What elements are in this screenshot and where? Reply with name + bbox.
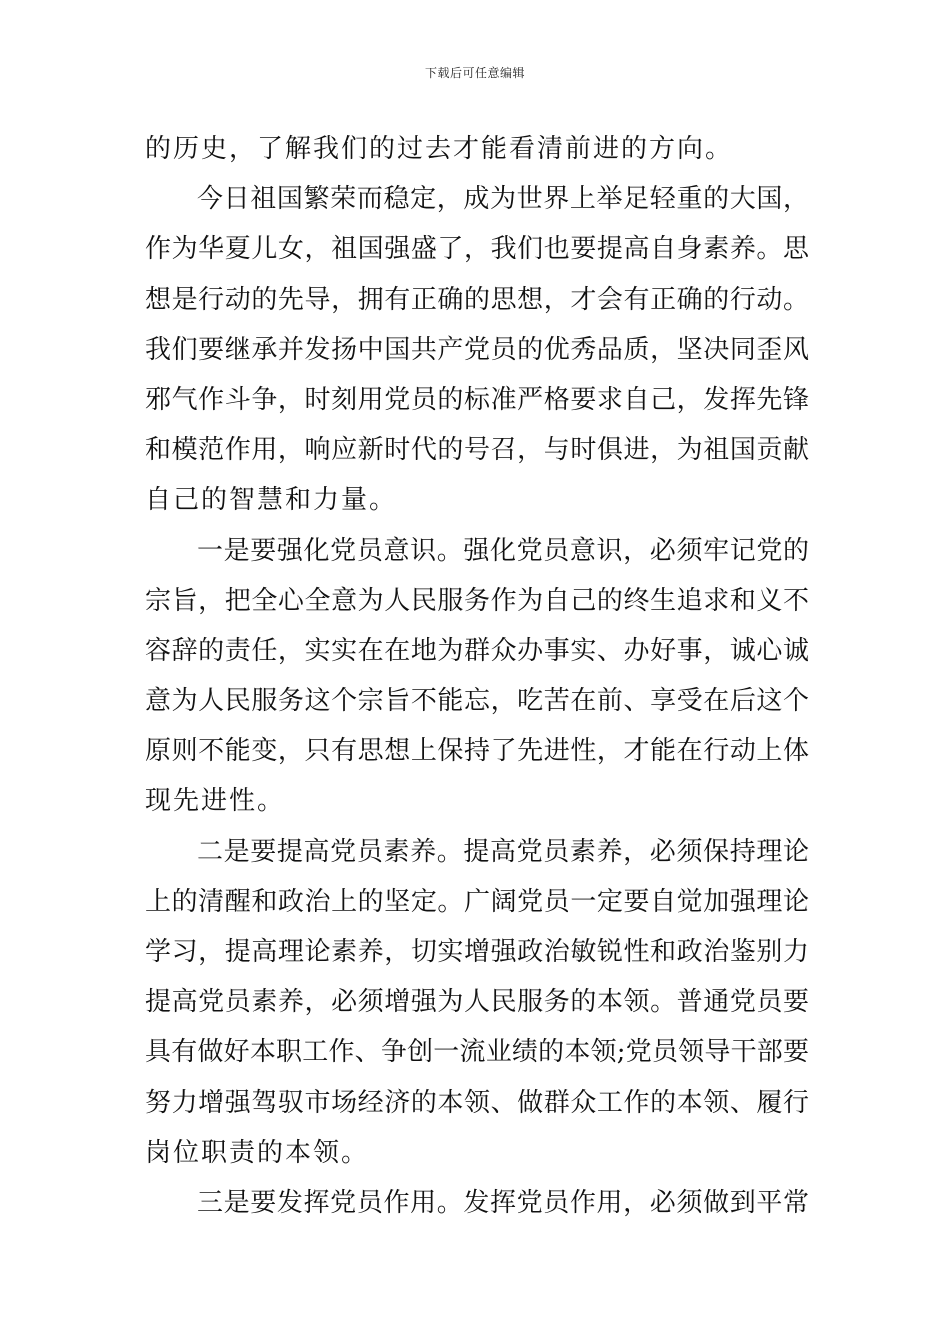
text-line: 的历史，了解我们的过去才能看清前进的方向。: [145, 134, 734, 164]
text-line: 邪气作斗争，时刻用党员的标准严格要求自己，发挥先锋: [145, 384, 809, 415]
text-line: 宗旨，把全心全意为人民服务作为自己的终生追求和义不: [145, 585, 809, 616]
text-line: 意为人民服务这个宗旨不能忘，吃苦在前、享受在后这个: [145, 686, 809, 717]
text-line: 具有做好本职工作、争创一流业绩的本领;党员领导干部要: [145, 1037, 809, 1068]
text-line: 现先进性。: [145, 786, 286, 817]
text-line: 上的清醒和政治上的坚定。广阔党员一定要自觉加强理论: [145, 886, 809, 917]
body-text: [145, 124, 809, 1228]
text-line: 想是行动的先导，拥有正确的思想，才会有正确的行动。: [145, 284, 809, 315]
text-line: 我们要继承并发扬中国共产党员的优秀品质，坚决同歪风: [145, 334, 809, 365]
text-line: 和模范作用，响应新时代的号召，与时俱进，为祖国贡献: [145, 435, 809, 466]
text-line: 提高党员素养，必须增强为人民服务的本领。普通党员要: [145, 987, 809, 1018]
text-line: 容辞的责任，实实在在地为群众办事实、办好事，诚心诚: [145, 635, 809, 666]
text-line: 一是要强化党员意识。强化党员意识，必须牢记党的: [197, 535, 809, 566]
text-line: 努力增强驾驭市场经济的本领、做群众工作的本领、履行: [145, 1087, 809, 1118]
text-line: 自己的智慧和力量。: [145, 485, 398, 516]
text-line: 三是要发挥党员作用。发挥党员作用，必须做到平常: [197, 1187, 809, 1218]
text-line: 二是要提高党员素养。提高党员素养，必须保持理论: [197, 836, 809, 867]
text-line: 学习，提高理论素养，切实增强政治敏锐性和政治鉴别力: [145, 937, 809, 967]
text-line: 岗位职责的本领。: [145, 1137, 370, 1168]
text-line: 原则不能变，只有思想上保持了先进性，才能在行动上体: [145, 736, 809, 767]
text-line: 作为华夏儿女，祖国强盛了，我们也要提高自身素养。思: [145, 234, 809, 265]
text-line: 今日祖国繁荣而稳定，成为世界上举足轻重的大国，: [197, 184, 809, 215]
header-note: 下载后可任意编辑: [424, 66, 525, 80]
